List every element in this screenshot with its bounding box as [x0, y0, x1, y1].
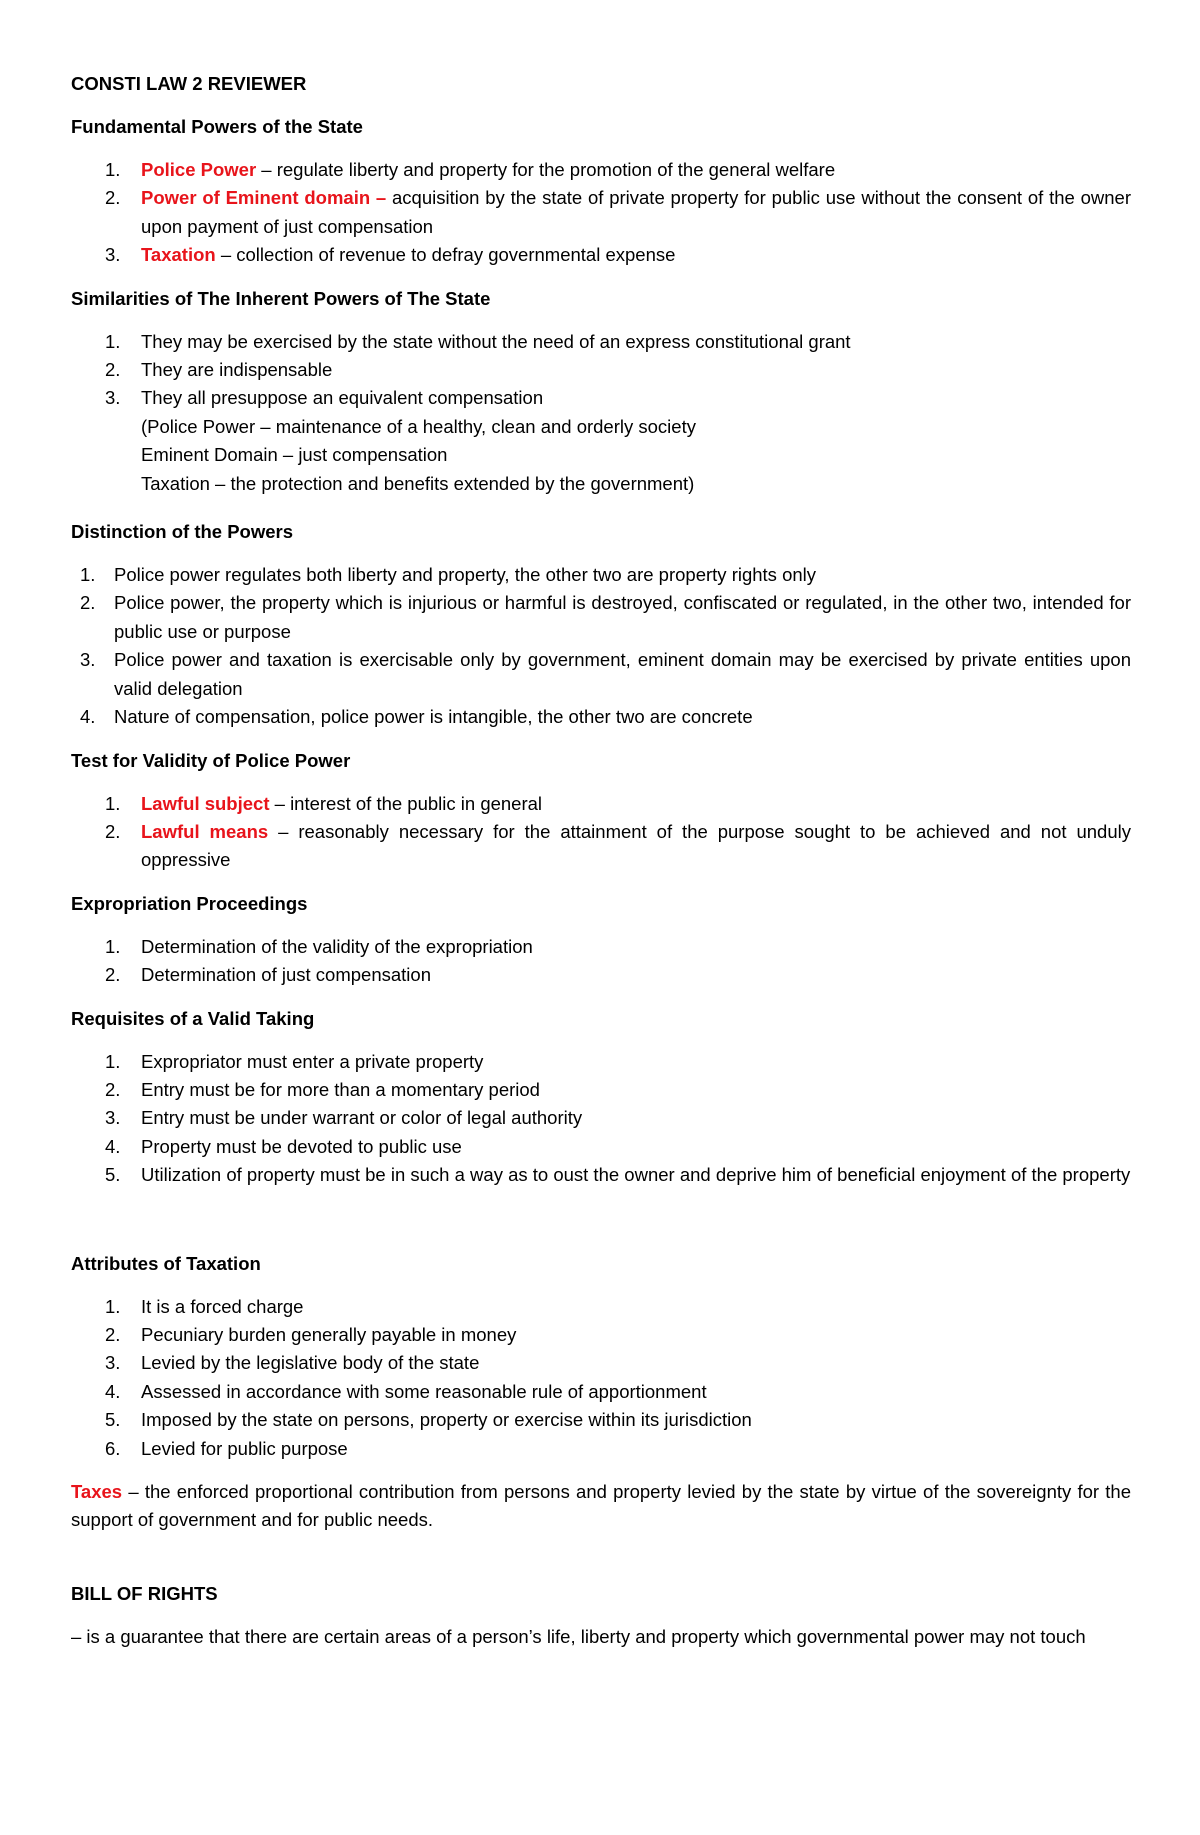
- heading-requisites: Requisites of a Valid Taking: [71, 1007, 315, 1029]
- subline: Taxation – the protection and benefits extended by the government): [141, 472, 695, 494]
- list-item: 3. Levied by the legislative body of the state: [105, 1352, 480, 1374]
- spacer: [71, 1205, 1131, 1250]
- list-item: 1. Determination of the validity of the expropriation: [105, 935, 533, 957]
- heading-attributes-taxation: Attributes of Taxation: [71, 1252, 261, 1274]
- list-item: 2. Power of Eminent domain – acquisition by the state of private property for public use without the consent of the owner upon payment of just compensation: [105, 187, 1131, 237]
- list-item: 2. Lawful means – reasonably necessary for the attainment of the purpose sought to be achieved and not unduly oppressive: [105, 820, 1131, 871]
- term-taxes: Taxes: [71, 1481, 123, 1502]
- list-item: 3. Entry must be under warrant or color of legal authority: [105, 1107, 583, 1129]
- list-item: 1. They may be exercised by the state without the need of an express constitutional grant: [105, 330, 851, 352]
- list-item: 2. Determination of just compensation: [105, 964, 431, 986]
- list-item: 1. Expropriator must enter a private property: [105, 1050, 484, 1072]
- taxes-definition: Taxes – the enforced proportional contribution from persons and property levied by the state by virtue of the sovereignty for the support of government and for public needs.: [71, 1481, 1131, 1531]
- list-fundamental-powers: [71, 156, 1131, 270]
- list-item: 4. Property must be devoted to public use: [105, 1135, 462, 1157]
- list-item: 5. Utilization of property must be in such a way as to oust the owner and deprive him of beneficial enjoyment of the property: [105, 1164, 1131, 1186]
- list-distinction: [71, 561, 1131, 731]
- subline: Eminent Domain – just compensation: [141, 444, 448, 466]
- list-test-validity: [71, 790, 1131, 875]
- list-item: 3. Taxation – collection of revenue to defray governmental expense: [105, 244, 676, 266]
- list-item: 1. Police power regulates both liberty and property, the other two are property rights only: [80, 564, 817, 586]
- subline: (Police Power – maintenance of a healthy, clean and orderly society: [141, 415, 696, 437]
- heading-bill-of-rights: BILL OF RIGHTS: [71, 1582, 218, 1604]
- list-item: 2. Police power, the property which is injurious or harmful is destroyed, confiscated or regulated, in the other two, intended for public use or purpose: [80, 592, 1131, 642]
- heading-test-validity: Test for Validity of Police Power: [71, 749, 351, 771]
- heading-expropriation: Expropriation Proceedings: [71, 892, 308, 914]
- term-lawful-means: Lawful means: [141, 820, 269, 842]
- list-item: 1. Police Power – regulate liberty and property for the promotion of the general welfare: [105, 159, 836, 180]
- list-item: 1. It is a forced charge: [105, 1295, 304, 1317]
- bill-of-rights-definition: – is a guarantee that there are certain areas of a person’s life, liberty and property which governmental power may not touch: [71, 1625, 1086, 1647]
- heading-fundamental-powers: Fundamental Powers of the State: [71, 116, 363, 137]
- list-item: 4. Assessed in accordance with some reasonable rule of apportionment: [105, 1380, 707, 1402]
- list-item: 2. Entry must be for more than a momentary period: [105, 1078, 540, 1100]
- list-item: 6. Levied for public purpose: [105, 1437, 348, 1459]
- list-item: 2. They are indispensable: [105, 359, 333, 381]
- term-police-power: Police Power: [141, 159, 257, 180]
- list-item: 1. Lawful subject – interest of the public in general: [105, 792, 543, 814]
- list-expropriation: [71, 933, 1131, 990]
- list-item: 4. Nature of compensation, police power is intangible, the other two are concrete: [80, 706, 753, 728]
- spacer: [71, 1550, 1131, 1580]
- document-page: [71, 70, 1131, 1666]
- list-item: 5. Imposed by the state on persons, property or exercise within its jurisdiction: [105, 1409, 752, 1431]
- list-item: 3. Police power and taxation is exercisable only by government, eminent domain may be exercised by private entities upon valid delegation: [80, 649, 1131, 699]
- list-requisites: [71, 1048, 1131, 1190]
- term-lawful-subject: Lawful subject: [141, 792, 270, 814]
- term-taxation: Taxation: [141, 244, 216, 266]
- heading-similarities: Similarities of The Inherent Powers of The State: [71, 287, 491, 309]
- list-item: 2. Pecuniary burden generally payable in money: [105, 1323, 517, 1345]
- list-similarities: [71, 328, 1131, 498]
- list-attributes-taxation: [71, 1293, 1131, 1463]
- document-title: CONSTI LAW 2 REVIEWER: [71, 73, 307, 94]
- term-eminent-domain: Power of Eminent domain –: [141, 187, 387, 209]
- list-item: 3. They all presuppose an equivalent compensation (Police Power – maintenance of a healthy, clean and orderly society Eminent Domain – just compensation Taxation – the protection and benefits extended by the government): [71, 384, 1131, 498]
- heading-distinction: Distinction of the Powers: [71, 521, 294, 543]
